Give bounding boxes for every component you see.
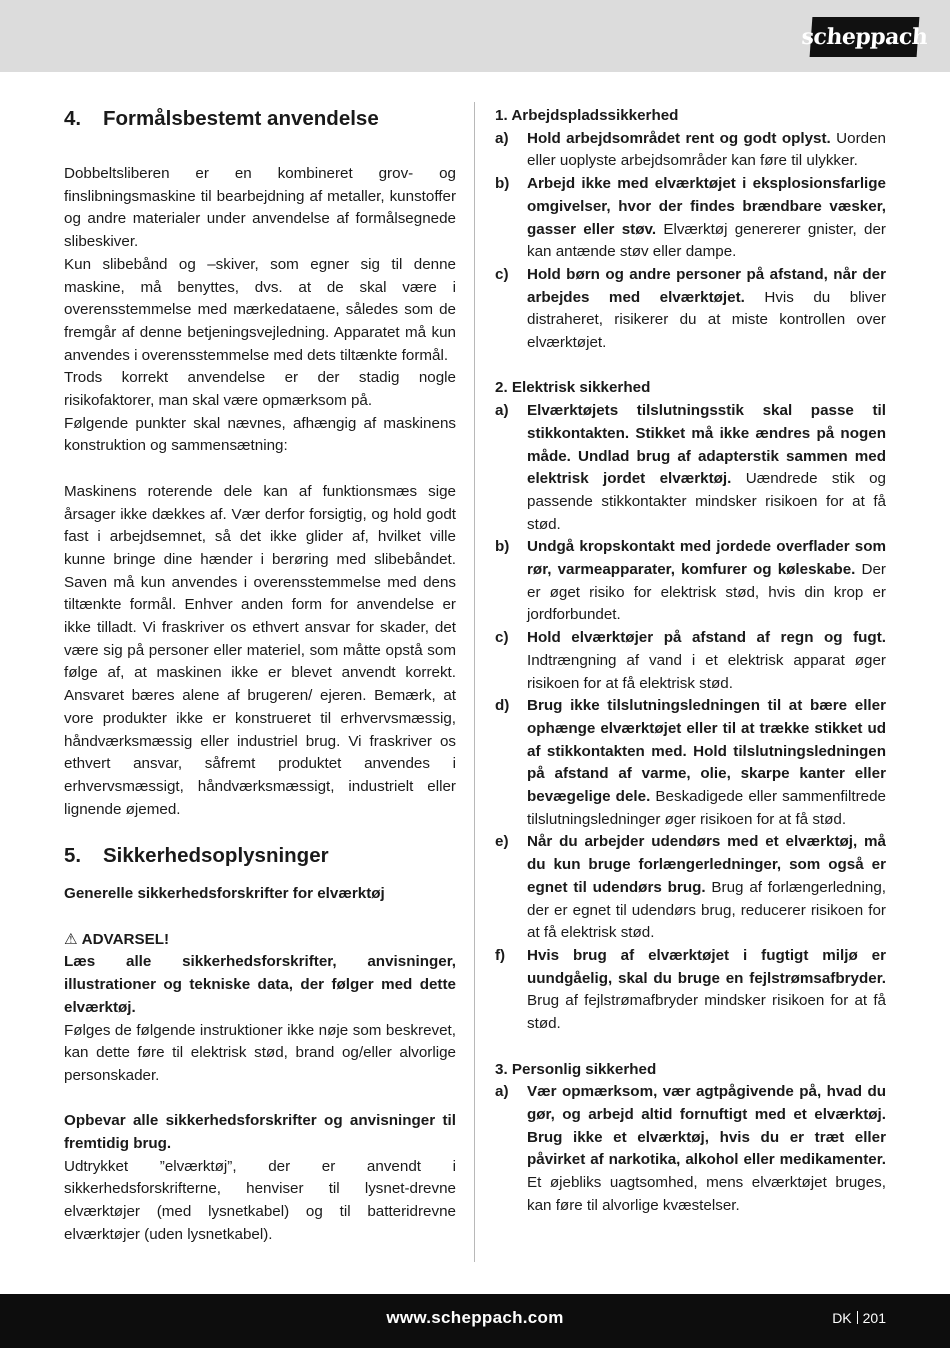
item-text: Der er øget risiko for elektrisk stød, hvis din krop er jordforbundet. xyxy=(527,561,886,624)
item-bold-text: Undgå kropskontakt med jordede overflader som rør, varmeapparater, komfurer og køleskabe. xyxy=(527,538,886,579)
section-4-number: 4. xyxy=(64,107,82,130)
list-item xyxy=(495,695,886,831)
list-item xyxy=(495,173,886,264)
item-bold-text: Hold børn og andre personer på afstand, når der arbejdes med elværktøjet. xyxy=(527,265,886,306)
item-bold-text: Arbejd ikke med elværktøjet i eksplosionsfarlige omgivelser, hvor der findes brændbare væsker, gasser eller støv. xyxy=(527,175,886,238)
list-item xyxy=(495,627,886,695)
item-bold-text: Vær opmærksom, vær agtpågivende på, hvad du gør, og arbejd altid fornuftigt med et elværktøj. Brug ikke et elværktøj, hvis du er træt eller påvirket af narkotika, alkohol eller medikamenter. xyxy=(527,1083,886,1169)
item-label: a) xyxy=(495,1083,509,1101)
rotating-parts-paragraph: Maskinens roterende dele kan af funktionsmæs sige årsager ikke dækkes af. Vær derfor forsigtig, og hold godt fast i arbejdsemnet, så det ikke glider af, hvilket ville kunne bringe dine hænder i berøring med slibebåndet. Saven må kun anvendes i overensstemmelse med dens tiltænkte formål. Enhver anden form for anvendelse er ikke tilladt. Vi fraskriver os ethvert ansvar for skader, det være sig på personer eller materiel, som måtte opstå som følge af, at maskinen ikke er blevet anvendt korrekt. Ansvaret bæres alene af brugeren/ ejeren. Bemærk, at vore produkter ikke er konstrueret til erhvervsmæssig, håndværksmæssig eller industriel brug. Vi fraskriver os ethvert ansvar, såfremt produktet anvendes i erhvervsmæssigt, håndværksmæssigt, industrielt eller lignende øjemed. xyxy=(64,482,456,818)
section-4-title: Formålsbestemt anvendelse xyxy=(103,107,379,130)
warning-bold-text: Læs alle sikkerhedsforskrifter, anvisninger, illustrationer og tekniske data, der følger med dette elværktøj. xyxy=(64,953,456,1016)
warning-text: Følges de følgende instruktioner ikke nøje som beskrevet, kan dette føre til elektrisk stød, brand og/eller alvorlige personskader. xyxy=(64,1021,456,1084)
item-bold-text: Hvis brug af elværktøjet i fugtigt miljø er uundgåelig, skal du bruge en fejlstrømsafbryder. xyxy=(527,947,886,987)
grinding-belts-paragraph: Kun slibebånd og –skiver, som egner sig til denne maskine, må benyttes, dvs. at de skal være i overensstemmelse med mærkedataene, således som de fremgår af denne betjeningsvejledning. Apparatet må kun anvendes i overensstemmelse med dets tiltænkte formål. xyxy=(64,255,456,364)
list-item xyxy=(495,128,886,173)
list-item xyxy=(495,1081,886,1217)
page-number: 201 xyxy=(862,1310,886,1326)
item-text: Hvis du bliver distraheret, risikerer du at miste kontrollen over elværktøjet. xyxy=(527,288,887,352)
list-item xyxy=(495,945,886,1036)
list-item xyxy=(495,831,886,945)
item-text: Et øjebliks uagtsomhed, mens elværktøjet bruges, kan føre til alvorlige kvæstelser. xyxy=(527,1174,886,1214)
risk-factors-paragraph: Trods korrekt anvendelse er der stadig nogle risikofaktorer, man skal være opmærksom på. xyxy=(64,369,456,410)
general-safety-subheading: Generelle sikkerhedsforskrifter for elværktøj xyxy=(64,885,385,903)
item-label: b) xyxy=(495,538,510,556)
language-code: DK xyxy=(832,1310,852,1326)
column-divider xyxy=(474,102,475,1262)
warning-triangle-icon: ⚠ xyxy=(64,930,78,948)
website-link[interactable]: www.scheppach.com xyxy=(386,1308,564,1327)
item-label: d) xyxy=(495,697,510,715)
page-header xyxy=(0,0,950,72)
separator xyxy=(857,1311,858,1324)
section-5-heading xyxy=(64,842,456,870)
page-indicator xyxy=(832,1310,886,1326)
right-column xyxy=(495,105,886,1217)
item-text: Indtrængning af vand i et elektrisk apparat øger risikoen for at få elektrisk stød. xyxy=(527,651,886,692)
following-points-paragraph: Følgende punkter skal nævnes, afhængig af maskinens konstruktion og sammensætning: xyxy=(64,414,456,455)
item-bold-text: Hold arbejdsområdet rent og godt oplyst. xyxy=(527,129,831,147)
item-label: a) xyxy=(495,402,509,420)
item-label: e) xyxy=(495,833,509,851)
left-column xyxy=(64,105,456,1247)
item-bold-text: Når du arbejder udendørs med et elværktøj, må du kun bruge forlængerledninger, som også er egnet til udendørs brug. xyxy=(527,833,886,896)
personal-safety-heading: 3. Personlig sikkerhed xyxy=(495,1060,657,1078)
warning-title: ADVARSEL! xyxy=(81,930,170,948)
item-text: Beskadigede eller sammenfiltrede tilslutningsledninger øger risikoen for at få stød. xyxy=(527,788,886,828)
item-label: c) xyxy=(495,629,509,647)
item-text: Brug af forlængerledning, der er egnet til udendørs brug, reducerer risikoen for at få elektrisk stød. xyxy=(527,878,886,942)
list-item xyxy=(495,536,886,627)
item-text: Elværktøj genererer gnister, der kan antænde støv eller dampe. xyxy=(527,220,886,261)
list-item xyxy=(495,400,886,536)
section-5-number: 5. xyxy=(64,844,82,868)
power-tool-definition: Udtrykket ”elværktøj”, der er anvendt i sikkerhedsforskrifterne, henviser til lysnet-drevne elværktøjer (med lysnetkabel) og til batteridrevne elværktøjer (uden lysnetkabel). xyxy=(64,1157,456,1243)
item-label: f) xyxy=(495,947,506,964)
item-text: Uorden eller uoplyste arbejdsområder kan føre til ulykker. xyxy=(527,129,886,170)
page-footer xyxy=(0,1294,950,1348)
scheppach-logo: scheppach xyxy=(810,17,920,57)
item-text: Uændrede stik og passende stikkontakter mindsker risikoen for at få stød. xyxy=(527,470,886,533)
warning-heading xyxy=(64,929,456,952)
electrical-safety-heading: 2. Elektrisk sikkerhed xyxy=(495,379,651,397)
item-text: Brug af fejlstrømafbryder mindsker risikoen for at få stød. xyxy=(527,992,886,1033)
section-4-heading xyxy=(64,105,456,133)
intended-use-paragraph: Dobbeltsliberen er en kombineret grov- og finslibningsmaskine til bearbejdning af metaller, kunstoffer og andre materialer under anvendelse af formålsegnede slibeskiver. xyxy=(64,165,456,251)
item-label: b) xyxy=(495,175,510,193)
workplace-safety-heading: 1. Arbejdspladssikkerhed xyxy=(495,107,679,124)
keep-instructions-bold: Opbevar alle sikkerhedsforskrifter og anvisninger til fremtidig brug. xyxy=(64,1112,456,1153)
section-5-title: Sikkerhedsoplysninger xyxy=(103,844,329,868)
list-item xyxy=(495,264,886,355)
item-bold-text: Brug ikke tilslutningsledningen til at bære eller ophænge elværktøjet eller til at trække stikket ud af stikkontakten med. Hold tilslutningsledningen på afstand af varme, olie, skarpe kanter eller bevægelige dele. xyxy=(527,697,886,806)
item-bold-text: Elværktøjets tilslutningsstik skal passe til stikkontakten. Stikket må ikke ændres på nogen måde. Undlad brug af adapterstik sammen med elektrisk jordet elværktøj. xyxy=(527,402,886,488)
item-label: c) xyxy=(495,265,509,283)
item-label: a) xyxy=(495,129,509,147)
item-bold-text: Hold elværktøjer på afstand af regn og fugt. xyxy=(527,629,886,647)
